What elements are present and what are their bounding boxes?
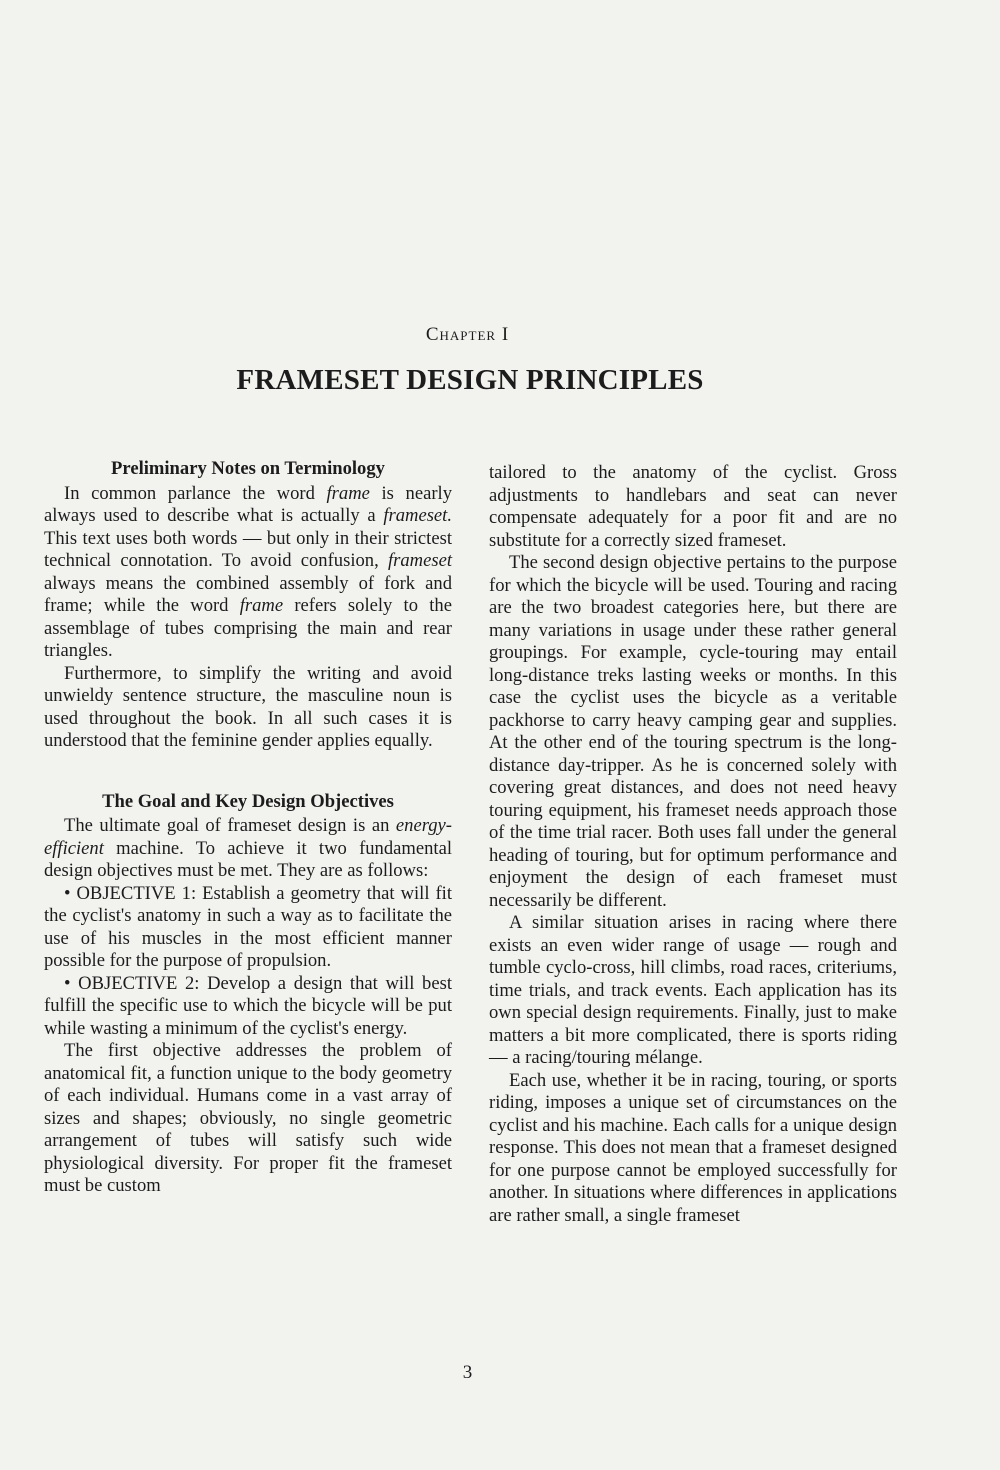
text-run: This text uses both words — but only in their strictest technical connotation. To avoid confusion, <box>44 527 452 571</box>
right-column <box>489 462 897 1227</box>
text-run: always means the combined assembly of fork and frame; while the word <box>44 572 452 616</box>
chapter-label: Chapter I <box>425 324 510 345</box>
text-run: The ultimate goal of frameset design is an <box>64 815 396 836</box>
paragraph-racing: A similar situation arises in racing where there exists an even wider range of usage — rough and tumble cyclo-cross, hill climbs, road races, criteriums, time trials, and track events. Each application has its own special design requirements. Finally, just to make matters a bit more complicated, there is sports riding — a racing/touring mélange. <box>489 912 897 1068</box>
italic-term: frameset <box>387 550 452 571</box>
italic-term: frame <box>239 595 284 616</box>
italic-term: frameset. <box>383 505 452 526</box>
page-title: FRAMESET DESIGN PRINCIPLES <box>236 364 704 396</box>
italic-term: energy-efficient <box>44 815 452 859</box>
paragraph-anatomical-fit: The first objective addresses the problem of anatomical fit, a function unique to the body geometry of each individual. Humans come in a vast array of sizes and shapes; obviously, no single geometric arrangement of tubes will satisfy such wide physiological diversity. For proper fit the frameset must be custom <box>44 1040 452 1196</box>
text-run: In common parlance the word <box>64 482 327 504</box>
text-run: is nearly always used to describe what is actually a <box>44 482 452 526</box>
italic-term: frame <box>326 482 370 504</box>
left-column <box>44 458 452 1198</box>
section-heading-terminology: Preliminary Notes on Terminology <box>111 458 385 479</box>
paragraph-unique-use: Each use, whether it be in racing, touring, or sports riding, imposes a unique set of circumstances on the cyclist and his machine. Each calls for a unique design response. This does not mean that a frameset designed for one purpose cannot be employed successfully for another. In situations where differences in applications are rather small, a single frameset <box>489 1069 897 1226</box>
text-run: machine. To achieve it two fundamental design objectives must be met. They are as follows: <box>44 837 452 881</box>
paragraph-goal <box>44 815 452 883</box>
text-run: refers solely to the assemblage of tubes comprising the main and rear triangles. <box>44 595 452 661</box>
paragraph-objective-1: • OBJECTIVE 1: Establish a geometry that will fit the cyclist's anatomy in such a way as to facilitate the use of his muscles in the most efficient manner possible for the purpose of propulsion. <box>44 882 452 971</box>
section-heading-goal: The Goal and Key Design Objectives <box>102 790 394 812</box>
paragraph-gender-note: Furthermore, to simplify the writing and avoid unwieldy sentence structure, the masculine noun is used throughout the book. In all such cases it is understood that the feminine gender applies equally. <box>44 662 452 751</box>
paragraph-touring: The second design objective pertains to the purpose for which the bicycle will be used. Touring and racing are the two broadest categories here, but there are many variations in usage under these rather general groupings. For example, cycle-touring may entail long-distance treks lasting weeks or months. In this case the cyclist uses the bicycle as a veritable packhorse to carry heavy camping gear and supplies. At the other end of the touring spectrum is the long-distance day-tripper. As he is concerned solely with covering great distances, and does not need heavy touring equipment, his frameset needs approach those of the time trial racer. Both uses fall under the general heading of touring, but for optimum performance and enjoyment the design of each frameset must necessarily be different. <box>489 552 897 911</box>
paragraph-frame-definition <box>44 483 452 663</box>
paragraph-tailored-fit: tailored to the anatomy of the cyclist. Gross adjustments to handlebars and seat can never compensate adequately for a poor fit and are no substitute for a correctly sized frameset. <box>489 462 897 551</box>
page-number: 3 <box>462 1362 473 1383</box>
paragraph-objective-2: • OBJECTIVE 2: Develop a design that will best fulfill the specific use to which the bicycle will be put while wasting a minimum of the cyclist's energy. <box>44 972 452 1039</box>
